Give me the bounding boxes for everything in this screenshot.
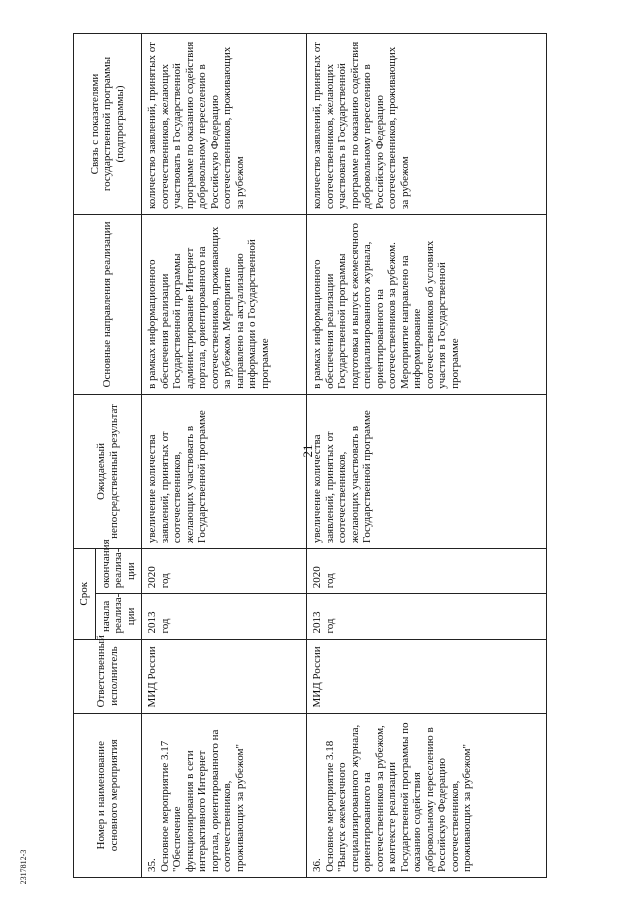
table-header-row xyxy=(74,34,96,878)
header-result: Ожидаемый непосредственный результат xyxy=(74,394,142,548)
header-indicators: Связь с показателями государственной программы (подпрограммы) xyxy=(74,34,142,215)
measure-cell xyxy=(142,713,307,877)
executor-cell: МИД России xyxy=(307,639,547,713)
measure-name: Основное мероприятие 3.17 "Обеспечение функционирования в сети интерактивного Интернет портала, ориентированного на соотечественников, проживающих за рубежом" xyxy=(158,729,246,872)
executor-cell: МИД России xyxy=(142,639,307,713)
footer-code: 2317812-3 xyxy=(19,849,28,885)
start-cell: 2013 год xyxy=(307,594,547,639)
indicators-cell: количество заявлений, принятых от соотечественников, желающих участвовать в Государственной программе по оказанию содействия добровольному переселению в Российскую Федерацию соотечественников, проживающих за рубежом xyxy=(307,34,547,215)
result-cell: увеличение количества заявлений, принятых от соотечественников, желающих участвовать в Государственной программе xyxy=(142,394,307,548)
header-name: Номер и наименование основного мероприятия xyxy=(74,713,142,877)
table-row xyxy=(142,34,307,878)
header-executor: Ответственный исполнитель xyxy=(74,639,142,713)
directions-cell: в рамках информационного обеспечения реализации Государственной программы администрирование Интернет портала, ориентированного на соотечественников, проживающих за рубежом. Мероприятие направлено на актуализацию информации о Государственной программе xyxy=(142,215,307,395)
start-cell: 2013 год xyxy=(142,594,307,639)
table-row xyxy=(307,34,547,878)
row-number: 36. xyxy=(311,858,323,872)
rotated-table-container xyxy=(73,33,603,878)
row-number: 35. xyxy=(146,858,158,872)
end-cell: 2020 год xyxy=(307,549,547,594)
header-end: окончания реализа-ции xyxy=(95,549,142,594)
header-directions: Основные направления реализации xyxy=(74,215,142,395)
program-measures-table xyxy=(73,33,547,878)
measure-name: Основное мероприятие 3.18 "Выпуск ежемесячного специализированного журнала, ориентированного на соотечественников за рубежом, в контексте реализации Государственной программы по оказанию содействия добровольному переселению в Российскую Федерацию соотечественников, проживающих за рубежом" xyxy=(323,722,473,872)
indicators-cell: количество заявлений, принятых от соотечественников, желающих участвовать в Государственной программе по оказанию содействия добровольному переселению в Российскую Федерацию соотечественников, проживающих за рубежом xyxy=(142,34,307,215)
end-cell: 2020 год xyxy=(142,549,307,594)
measure-cell xyxy=(307,713,547,877)
header-term: Срок xyxy=(74,549,96,639)
directions-cell: в рамках информационного обеспечения реализации Государственной программы подготовка и выпуск ежемесячного специализированного журнала, ориентированного на соотечественников за рубежом. Мероприятие направлено на информирование соотечественников об условиях участия в Государственной программе xyxy=(307,215,547,395)
result-cell: увеличение количества заявлений, принятых от соотечественников, желающих участвовать в Государственной программе xyxy=(307,394,547,548)
header-start: начала реализа-ции xyxy=(95,594,142,639)
page-number: 21 xyxy=(300,444,315,458)
